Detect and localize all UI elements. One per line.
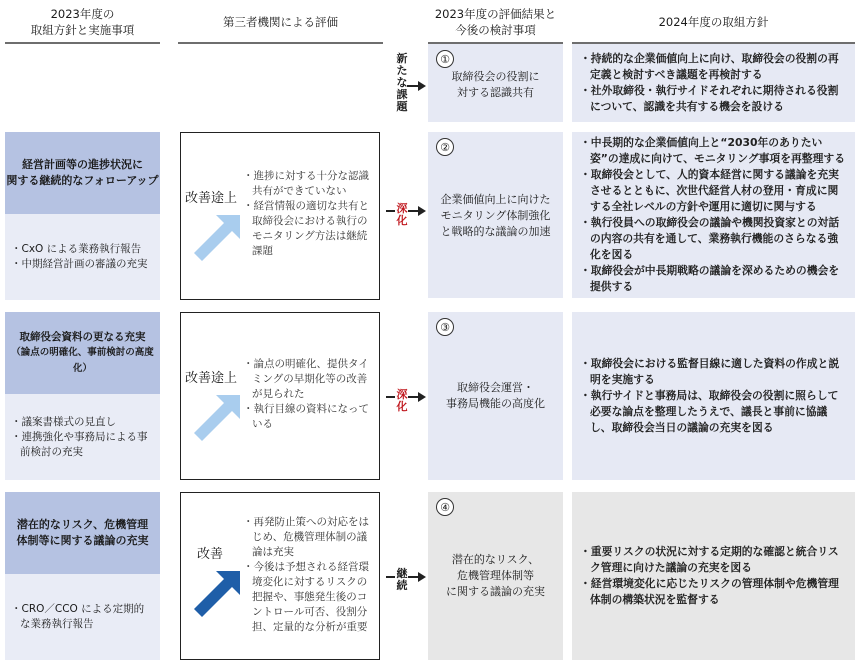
header-policy-2024: 2024年度の取組方針 — [658, 15, 769, 29]
improved-arrow-icon — [186, 565, 244, 623]
list-item: ・経営環境変化に応じたリスクの管理体制や危機管理体制の構築状況を監督する — [580, 577, 839, 606]
new-issue-label: 新 た な 課 題 — [396, 52, 408, 113]
list-item: ・連携強化や事務局による事前検討の充実 — [11, 430, 148, 458]
circled-number-2: ② — [436, 138, 454, 156]
policy-2024-panel-4 — [572, 492, 855, 660]
policy-2024-panel-2 — [572, 132, 855, 298]
list-item: ・取締役会における監督目線に適した資料の作成と説明を実施する — [580, 357, 840, 386]
list-item: ・執行目線の資料になっている — [243, 403, 369, 430]
policy-title-2: 経営計画等の進捗状況に 関する継続的なフォローアップ — [5, 132, 160, 214]
result-panel-1 — [428, 44, 563, 122]
circled-number-3: ③ — [436, 318, 454, 336]
result-panel-3 — [428, 312, 563, 480]
result-panel-2 — [428, 132, 563, 298]
list-item: ・進捗に対する十分な認識共有ができていない — [243, 170, 369, 197]
evaluation-list — [243, 169, 377, 259]
policy-items-2 — [5, 214, 160, 300]
evaluation-label: 改善 — [197, 547, 224, 562]
policy-items-4 — [5, 574, 160, 660]
list-item: ・取締役会として、人的資本経営に関する議論を充実させるとともに、次世代経営人材の登用・育成に関する全社レベルの方針や運用に適切に関与する — [580, 168, 839, 213]
evaluation-list — [243, 515, 377, 635]
list-item: ・持続的な企業価値向上に向け、取締役会の役割の再定義と検討すべき議題を再検討する — [580, 52, 839, 81]
policy-title-4: 潜在的なリスク、危機管理 体制等に関する議論の充実 — [5, 492, 160, 574]
list-item: ・執行役員への取締役会の議論や機関投資家との対話の内容の共有を通して、業務執行機能のさらなる強化を図る — [580, 216, 840, 261]
list-item: ・論点の明確化、提供タイミングの早期化等の改善が見られた — [243, 358, 369, 400]
header-third-party-eval: 第三者機関による評価 — [223, 15, 338, 29]
policy-items-3 — [5, 394, 160, 480]
list-item: ・執行サイドと事務局は、取締役会の役割に照らして必要な論点を整理したうえで、議長と事前に協議し、取締役会当日の議論の充実を図る — [580, 389, 839, 434]
list-item: ・中長期的な企業価値向上と“2030年のありたい姿”の達成に向けて、モニタリング事項を再整理する — [580, 136, 845, 165]
result-title: 取締役会の役割に 対する認識共有 — [451, 70, 540, 99]
connector-arrowhead — [418, 206, 426, 216]
result-panel-4 — [428, 492, 563, 660]
result-title: 企業価値向上に向けた モニタリング体制強化 と戦略的な議論の加速 — [440, 193, 551, 238]
list-item: ・CRO／CCO による定期的な業務執行報告 — [11, 603, 145, 630]
header-underline — [5, 42, 160, 44]
circled-number-1: ① — [436, 50, 454, 68]
list-item: ・今後は予想される経営環境変化に対するリスクの把握や、事態発生後のコントロール可否、役割分担、定量的な分析が重要 — [243, 561, 369, 633]
evaluation-box-2 — [180, 132, 380, 300]
list-item: ・再発防止策への対応をはじめ、危機管理体制の議論は充実 — [243, 516, 369, 558]
improving-arrow-icon — [186, 389, 244, 447]
result-title: 潜在的なリスク、 危機管理体制等 に関する議論の充実 — [446, 553, 545, 598]
list-item: ・議案書様式の見直し — [11, 415, 116, 428]
circled-number-4: ④ — [436, 498, 454, 516]
list-item: ・社外取締役・執行サイドそれぞれに期待される役割について、認識を共有する機会を設ける — [580, 84, 839, 113]
connector-dash — [386, 576, 395, 578]
policy-2024-panel-3 — [572, 312, 855, 480]
evaluation-label: 改善途上 — [185, 371, 238, 386]
connector-arrowhead — [418, 392, 426, 402]
continue-label: 継 続 — [396, 567, 408, 592]
evaluation-box-4 — [180, 492, 380, 660]
list-item: ・経営情報の適切な共有と取締役会における執行のモニタリング方法は継続課題 — [243, 200, 369, 257]
header-results-2023: 2023年度の評価結果と 今後の検討事項 — [434, 7, 557, 37]
evaluation-box-3 — [180, 312, 380, 480]
list-item: ・重要リスクの状況に対する定期的な確認と統合リスク管理に向けた議論の充実を図る — [580, 545, 839, 574]
connector-arrowhead — [418, 572, 426, 582]
list-item: ・取締役会が中長期戦略の議論を深めるための機会を提供する — [580, 264, 840, 293]
connector-dash — [386, 210, 395, 212]
evaluation-list — [243, 357, 377, 432]
evaluation-label: 改善途上 — [185, 191, 238, 206]
header-policy-2023: 2023年度の 取組方針と実施事項 — [30, 7, 135, 37]
header-underline — [178, 42, 383, 44]
list-item: ・CxO による業務執行報告 — [11, 243, 142, 255]
connector-arrowhead — [418, 81, 426, 91]
deepen-label: 深 化 — [396, 388, 408, 413]
deepen-label: 深 化 — [396, 202, 408, 227]
connector-dash — [386, 396, 395, 398]
policy-2024-panel-1 — [572, 44, 855, 122]
improving-arrow-icon — [186, 209, 244, 267]
policy-title-3: 取締役会資料の更なる充実 （論点の明確化、事前検討の高度化） — [5, 312, 160, 394]
result-title: 取締役会運営・ 事務局機能の高度化 — [446, 381, 545, 410]
list-item: ・中期経営計画の審議の充実 — [11, 258, 148, 270]
